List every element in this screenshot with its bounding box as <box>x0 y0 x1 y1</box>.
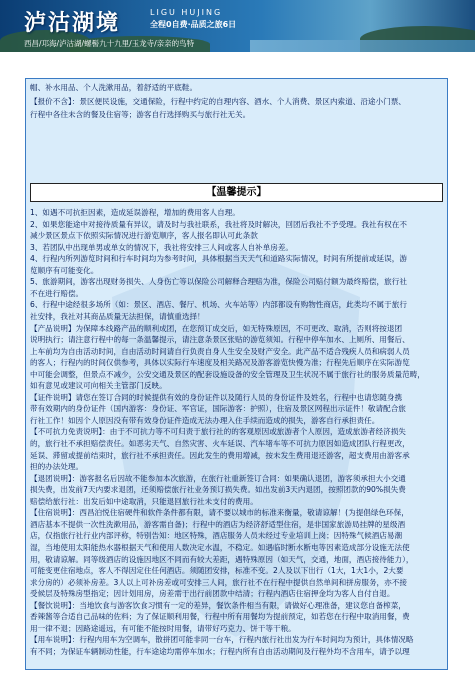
text-line: 2、如果您能途中对接待质量有异议，请及时与我社联系，我社将及时解决，回团后我社不予受理。我社有权在不 <box>30 219 407 229</box>
brand-slogan: 全程0自费·品质之旅6日 <box>150 20 237 29</box>
text-line: 行程中各往未含的餐及住宿等；游客自行选择购买与旅行社无关。 <box>30 110 251 119</box>
text-line: 受候层及特殊房型指定；因计划用房，房差需于出行前团款中结清；行程内酒店住宿押金均为客人自付自退。 <box>30 589 395 599</box>
text-line: 【不可抗力免责说明】：由于不可抗力等不可归责于旅行社的的客观原因或旅游者个人原因，造成旅游者经济损失 <box>30 427 406 437</box>
text-line: 6、行程中途经很多场所（如：景区、酒店、餐厅、机场、火车站等）内部都设有购物性商店，此类均不属于旅行 <box>30 300 407 310</box>
text-line: 赔偿给旅行社：出发后如中途取消，只能退回旅行社未支付的费用。 <box>30 496 258 506</box>
text-line: 【餐饮说明】：当地饮食与游客饮食习惯有一定的差异，餐饮条件相当有限，请做好心理准备，建议您自备榨菜， <box>30 600 406 610</box>
text-line: 5、旅游期间，游客出现财务损失、人身伤亡等以保险公司解释合理赔为准，保险公司赔付额为最终赔偿，旅行社 <box>30 277 407 287</box>
text-line: 求分房的）必须补房差。3人以上可补房差或可安排三人间，旅行社不在行程中提供自然单间和拼房服务，亦不接 <box>30 577 407 587</box>
header-banner <box>0 0 475 52</box>
text-line: 用一律不退；因路途遥远，有可能不能按时用餐，请带好巧克力、饼干等干粮。 <box>30 623 296 633</box>
text-line: 【用车说明】：行程内用车为空调车，散拼团可能非同一台车，行程内旅行社出发为行车时间均为预计，具体情况略 <box>30 635 414 645</box>
text-line: 的客人；行程内的时间仅供参考，具体以实际行车速度及相关路况及游客游览快慢为准；行程先后顺序在实际游览 <box>30 358 410 368</box>
text-line: 3、若团队中出现单男或单女的情况下，我社将安排三人间或客人自补单房差。 <box>30 242 294 252</box>
text-line: 1、如遇不可抗拒因素，造成延误游程，增加的费用客人自理。 <box>30 208 240 217</box>
brand-tagline: 西昌/邛海/泸沽湖/螺髻九十九里/玉龙寺/亲亲的鸟特 <box>24 39 195 48</box>
text-line: 有不同；为保证车辆制动性能，行车途途均需停车加水；行程内所有自由活动期间及行程外均不含用车，请予以理 <box>30 646 410 656</box>
text-line: 担的办法处理。 <box>30 462 84 472</box>
text-line: 延误、滞留或提前结束时，旅行社不承担责任。因此发生的费用增减，按未发生费用退还游客，超支费用由游客承 <box>30 450 410 460</box>
banner-scenery-water <box>250 40 475 52</box>
text-line: 湿，当地使用太阳能热水器根据天气和使用人数决定水温，不稳定。如遇临时断水断电等因素造成部分设施无法使 <box>30 542 410 552</box>
text-line: 行社工作！如因个人原因没有带有效身份证件造成无法办理入住手续而造成的损失，游客自行承担责任。 <box>30 415 380 425</box>
text-line: 用，敬请谅解。同等级酒店的设施因地区不同而有较大差距，遇特殊原因（如天气，交通，地面，酒店接待能力）， <box>30 554 414 564</box>
text-line: 【报价不含】：景区便民设施，交通保险，行程中约定的自理内容、酒水、个人消费、景区内索道、沿途小门票、 <box>30 96 406 106</box>
text-line: 香辣酱等合适自己品味的佐料；为了保证顺利用餐，行程中所有用餐均为提前预定，如若您在行程中取消用餐，费 <box>30 612 410 622</box>
text-line: 【退团说明】：游客报名后因故不能参加本次旅游，在旅行社重新签订合同：如果确认退团，游客须承担大小交通 <box>30 473 406 483</box>
notice-panel <box>25 78 448 670</box>
text-line: 说明执行；请注意行程中的每一条温馨提示，请注意条景区张贴的游览须知。行程中停车加水、上厕所、用餐后、 <box>30 335 410 345</box>
text-line: 减少景区景点下依照实际情况进行游览顺序，客人报名即认可此条款 <box>30 231 258 241</box>
text-line: 【住宿说明】：西昌泊悦住宿硬件和软件条件都有限，请不要以城市的标准来衡量，敬请谅解！(为提倡绿色环保， <box>30 508 409 518</box>
text-line: 酒店基本不提供一次性洗漱用品，游客需自备)；行程中的酒店为经济舒适型住宿，是非国家旅游局挂牌的星级酒 <box>30 519 406 529</box>
text-line: 帽、补水用品、个人洗漱用品，着舒适的平底鞋。 <box>30 83 198 92</box>
text-line: 店，仅指旅行社行业内部评称，特别告知：地区特殊，酒店服务人员未经过专业培训上岗；因特殊气候酒店易潮 <box>30 531 403 541</box>
text-line: 带有效期内的身份证件（国内游客：身份证、军官证，国际游客：护照），住宿及景区网程出示证件！敬请配合旅 <box>30 404 406 414</box>
text-line: 如有意见或建议可向相关主管部门反映。 <box>30 381 167 391</box>
text-line: 中可能会调整，但景点不减少，公安交通及景区的配套设施设备的安全管理及卫生状况不属于旅行社的服务质量范畴， <box>30 369 425 379</box>
text-line: 【产品说明】为保障本线路产品的顺利成团，在您预订成交后，如无特殊原因，不可更改、取消，否则将按退团 <box>30 323 403 333</box>
brand-title: 泸沽湖境 <box>24 10 121 36</box>
text-line: 4、行程内所列游览时间和行车时间均为参考时间，具体根据当天天气和道路实际情况，时间有所提前或延误，游 <box>30 254 407 264</box>
text-line: 览顺序有可能变化。 <box>30 265 99 275</box>
text-line: 的，旅行社不承担赔偿责任。如恶劣天气、自然灾害、火车延误、汽车堵车等不可抗力原因如造成团队行程更改， <box>30 439 410 448</box>
text-line: 【证件说明】请您在签订合同的时候提供有效的身份证件以及随行人员的身份证件及姓名，行程中也请您随身携 <box>30 392 403 402</box>
text-line: 可能变更住宿地点，客人不得因定住任何酒店。须随团安排，标准不变。2人及以下出行（1大，1大1小，2大要 <box>30 566 404 576</box>
text-line: 损失费，出发前7天内要求退团，还须赔偿旅行社业务预订损失费。如出发前3天内退团，按照团款的90%损失费 <box>30 485 406 495</box>
text-line: 不在进行赔偿。 <box>30 288 84 298</box>
brand-subtitle: LIGU HUJING <box>150 8 223 17</box>
text-line: 上车前均为自由活动时间，自由活动时间请自行负责自身人生安全及财产安全。此产品不适合残疾人员和病弱人员 <box>30 346 410 356</box>
text-line: 社安排，我社对其商品质量无法担保，请慎重选择！ <box>30 311 205 321</box>
warm-tips-heading: 【温馨提示】 <box>30 183 443 202</box>
